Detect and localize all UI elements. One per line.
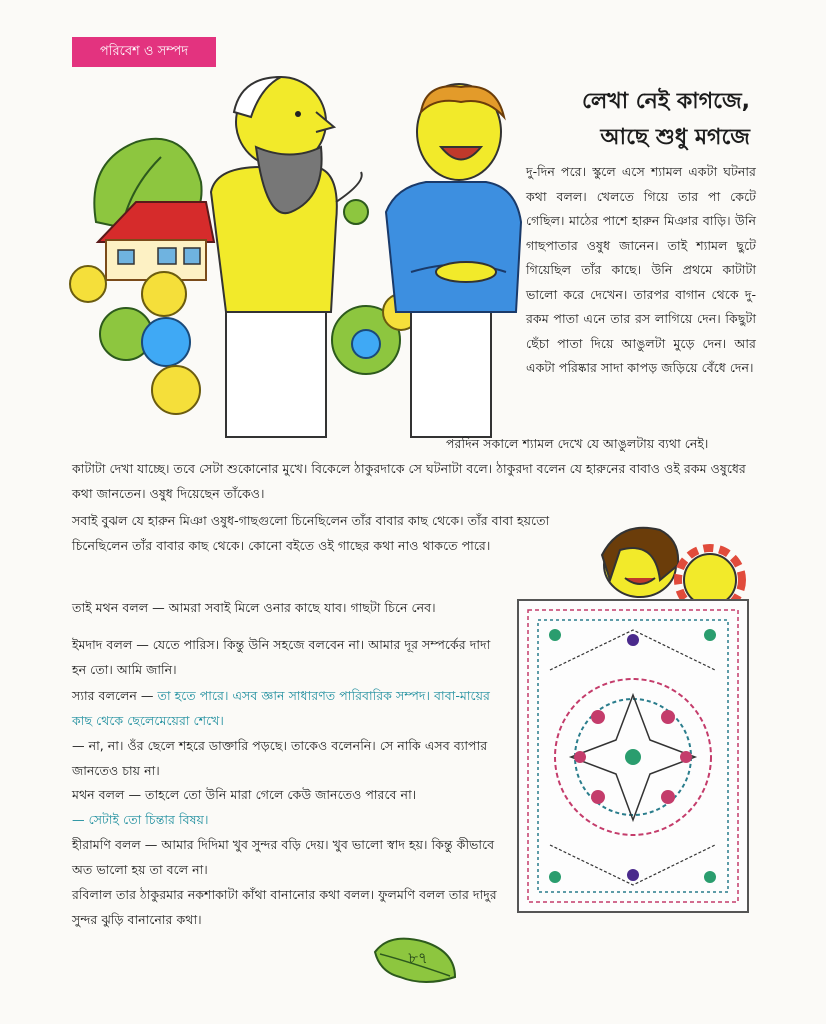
section-tag: পরিবেশ ও সম্পদ	[72, 37, 216, 67]
speaker-label: স্যার বললেন —	[72, 688, 158, 703]
page-title	[582, 84, 750, 156]
title-line-2: আছে শুধু মগজে	[600, 125, 750, 150]
story-paragraph-2: কাটাটা দেখা যাচ্ছে। তবে সেটা শুকোনোর মুখে। বিকেলে ঠাকুরদাকে সে ঘটনাটা বলে। ঠাকুরদা বলেন যে হারুনের বাবাও ওই রকম ওষুধের কথা জানতেন। ওষুধ দিয়েছেন তাঁকেও।	[72, 461, 746, 501]
boy-figure	[386, 84, 521, 437]
story-paragraph-5: ইমদাদ বলল — যেতে পারিস। কিন্তু উনি সহজে বলবেন না। আমার দূর সম্পর্কের দাদা হন তো। আমি জানি।	[72, 637, 491, 677]
old-man-figure	[211, 77, 368, 437]
title-line-1: লেখা নেই কাগজে,	[581, 89, 750, 114]
kantha-illustration	[510, 520, 756, 915]
story-paragraph-4: তাই মথন বলল — আমরা সবাই মিলে ওনার কাছে যাব। গাছটা চিনে নেব।	[72, 600, 436, 615]
story-paragraph-6	[72, 684, 502, 733]
story-paragraph-2-line-1: পরদিন সকালে শ্যামল দেখে যে আঙুলটায় ব্যথা নেই।	[446, 436, 709, 451]
story-paragraph-11: রবিলাল তার ঠাকুরমার নকশাকাটা কাঁথা বানানোর কথা বলল। ফুলমণি বলল তার দাদুর সুন্দর ঝুড়ি বানানোর কথা।	[72, 887, 497, 927]
teacher-quote: তা হতে পারে। এসব জ্ঞান সাধারণত পারিবারিক সম্পদ। বাবা-মায়ের কাছ থেকে ছেলেমেয়েরা শেখে।	[72, 688, 490, 728]
girl-icon	[602, 528, 678, 597]
story-paragraph-7: — না, না। ওঁর ছেলে শহরে ডাক্তারি পড়ছে। তাকেও বলেননি। সে নাকি এসব ব্যাপার জানতেও চায় না।	[72, 738, 488, 778]
story-paragraph-1: দু-দিন পরে। স্কুলে এসে শ্যামল একটা ঘটনার কথা বলল। খেলতে গিয়ে তার পা কেটে গেছিল। মাঠের পাশে হারুন মিঞার বাড়ি। উনি গাছপাতার ওষুধ জানেন। তাই শ্যামল ছুটে গিয়েছিল তাঁর কাছে। উনি প্রথমে কাটাটা ভালো করে দেখেন। তারপর বাগান থেকে দু-রকম পাতা এনে তার রস লাগিয়ে দেন। কিছুটা ছেঁচা পাতা দিয়ে আঙুলটা মুড়ে দেন। আর একটা পরিষ্কার সাদা কাপড় জড়িয়ে বেঁধে দেন।	[526, 164, 756, 375]
page-number: ৮৭	[408, 949, 428, 967]
story-paragraph-8: মথন বলল — তাহলে তো উনি মারা গেলে কেউ জানতেও পারবে না।	[72, 787, 417, 802]
story-illustration	[66, 72, 536, 442]
kantha-quilt	[518, 600, 748, 912]
story-paragraph-3: সবাই বুঝল যে হারুন মিঞা ওষুধ-গাছগুলো চিনেছিলেন তাঁর বাবার কাছ থেকে। তাঁর বাবা হয়তো চিনেছিলেন তাঁর বাবার কাছ থেকে। কোনো বইতে ওই গাছের কথা নাও থাকতে পারে।	[72, 513, 550, 553]
story-paragraph-9: — সেটাই তো চিন্তার বিষয়।	[72, 812, 209, 827]
story-paragraph-10: হীরামণি বলল — আমার দিদিমা খুব সুন্দর বড়ি দেয়। খুব ভালো স্বাদ হয়। কিন্তু কীভাবে অত ভালো হয় তা বলে না।	[72, 837, 495, 877]
